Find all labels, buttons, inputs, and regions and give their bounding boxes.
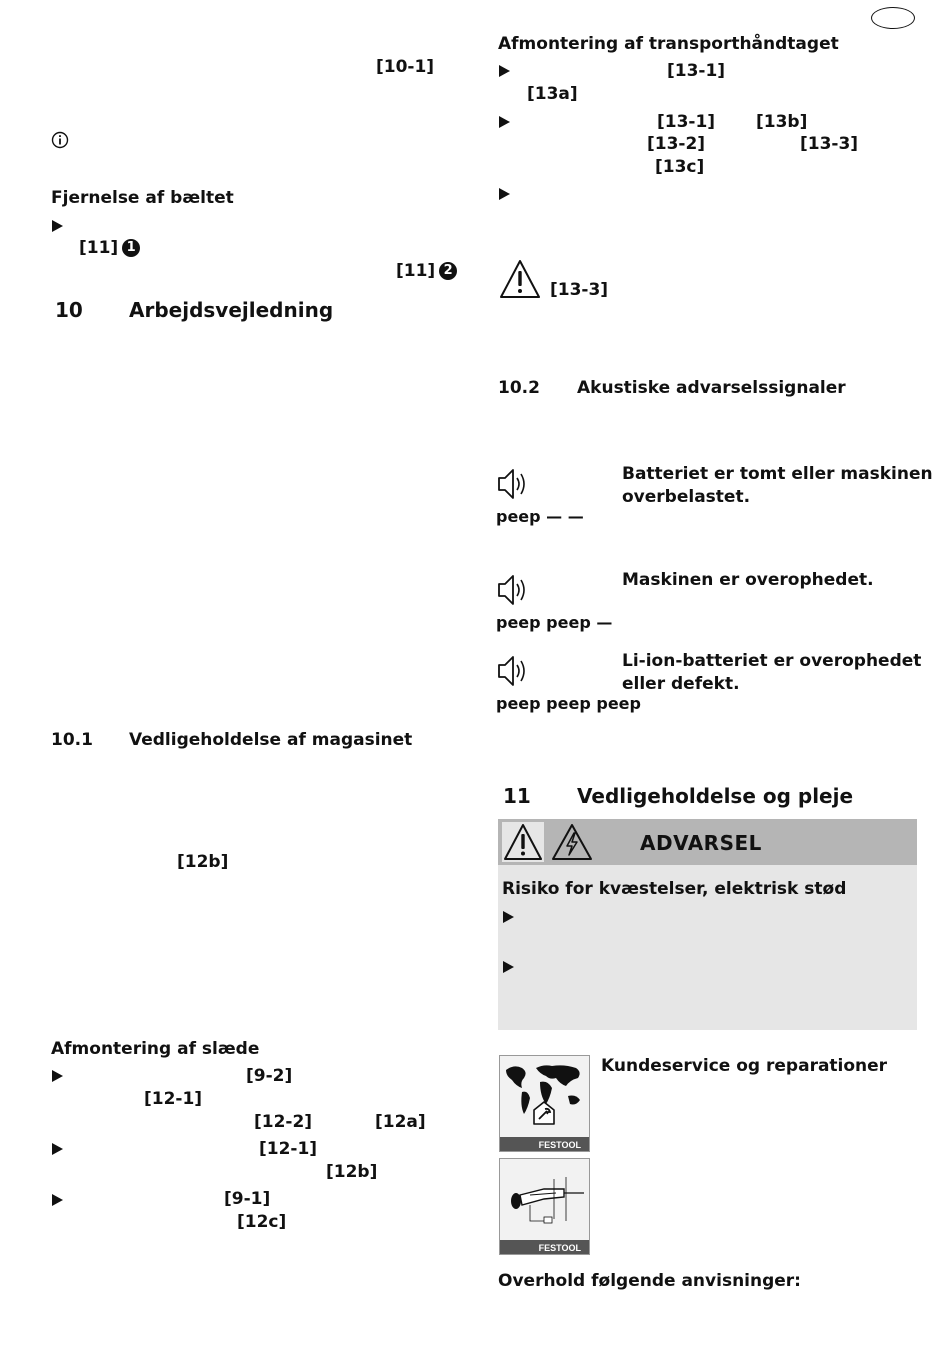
warning-risk: Risiko for kvæstelser, elektrisk stød (502, 879, 847, 899)
heading-transport: Afmontering af transporthåndtaget (498, 34, 839, 54)
ref-10-1: [10-1] (376, 57, 435, 77)
brand-bar (500, 1137, 589, 1151)
spare-parts-icon (499, 1158, 590, 1255)
section-10-number: 10 (55, 298, 83, 322)
heading-slaede: Afmontering af slæde (51, 1039, 260, 1059)
service-world-icon (499, 1055, 590, 1152)
ref-12-1: [12-1] (144, 1089, 203, 1109)
service-title: Kundeservice og reparationer (601, 1056, 888, 1076)
section-11-number: 11 (503, 784, 531, 808)
warning-triangle-icon (499, 259, 541, 303)
signal-description: Maskinen er overophedet. (622, 570, 874, 590)
ref-11-step2: [11] 2 (396, 261, 457, 281)
heading-fjernelse: Fjernelse af bæltet (51, 188, 234, 208)
ref-12-2: [12-2] (254, 1112, 313, 1132)
warning-triangle-icon (502, 822, 544, 866)
section-10-2-title: Akustiske advarselssignaler (577, 378, 846, 398)
section-10-1-number: 10.1 (51, 730, 93, 750)
ref-13c: [13c] (655, 157, 705, 177)
bullet-arrow (52, 220, 63, 232)
ref-9-1: [9-1] (224, 1189, 271, 1209)
speaker-icon (497, 572, 531, 612)
step-2-badge: 2 (439, 262, 457, 280)
signal-description: Batteriet er tomt eller maskinen (622, 464, 933, 484)
bullet-arrow (499, 65, 510, 77)
language-badge (871, 7, 915, 29)
signal-sound: peep peep — (496, 613, 613, 632)
ref-12-1: [12-1] (259, 1139, 318, 1159)
ref-12c: [12c] (237, 1212, 287, 1232)
section-10-1-title: Vedligeholdelse af magasinet (129, 730, 413, 750)
bullet-arrow (52, 1194, 63, 1206)
bullet-arrow (52, 1143, 63, 1155)
speaker-icon (497, 653, 531, 693)
info-icon (51, 131, 69, 153)
ref-13-3: [13-3] (550, 280, 609, 300)
ref-12a: [12a] (375, 1112, 426, 1132)
brand-logo: FESTOOL (538, 1243, 581, 1253)
step-1-badge: 1 (122, 239, 140, 257)
observe-instructions: Overhold følgende anvisninger: (498, 1271, 801, 1291)
section-10-2-number: 10.2 (498, 378, 540, 398)
electric-shock-icon (550, 822, 594, 866)
ref-13-3: [13-3] (800, 134, 859, 154)
warning-box (498, 819, 917, 1030)
signal-sound: peep peep peep (496, 694, 641, 713)
warning-label: ADVARSEL (640, 831, 762, 855)
section-10-title: Arbejdsvejledning (129, 298, 334, 322)
bullet-arrow (503, 961, 514, 973)
ref-13-1: [13-1] (657, 112, 716, 132)
ref-12b: [12b] (177, 852, 229, 872)
section-11-title: Vedligeholdelse og pleje (577, 784, 854, 808)
bullet-arrow (503, 911, 514, 923)
warning-header (498, 819, 917, 865)
signal-description: overbelastet. (622, 487, 751, 507)
ref-12b: [12b] (326, 1162, 378, 1182)
ref-13-2: [13-2] (647, 134, 706, 154)
brand-logo: FESTOOL (538, 1140, 581, 1150)
brand-bar (500, 1240, 589, 1254)
ref-13a: [13a] (527, 84, 578, 104)
bullet-arrow (499, 116, 510, 128)
ref-9-2: [9-2] (246, 1066, 293, 1086)
signal-description: Li-ion-batteriet er overophedet (622, 651, 922, 671)
ref-13b: [13b] (756, 112, 808, 132)
signal-description: eller defekt. (622, 674, 740, 694)
bullet-arrow (499, 188, 510, 200)
ref-11-step1: [11] 1 (79, 238, 140, 258)
ref-13-1: [13-1] (667, 61, 726, 81)
bullet-arrow (52, 1070, 63, 1082)
signal-sound: peep — — (496, 507, 584, 526)
speaker-icon (497, 466, 531, 506)
